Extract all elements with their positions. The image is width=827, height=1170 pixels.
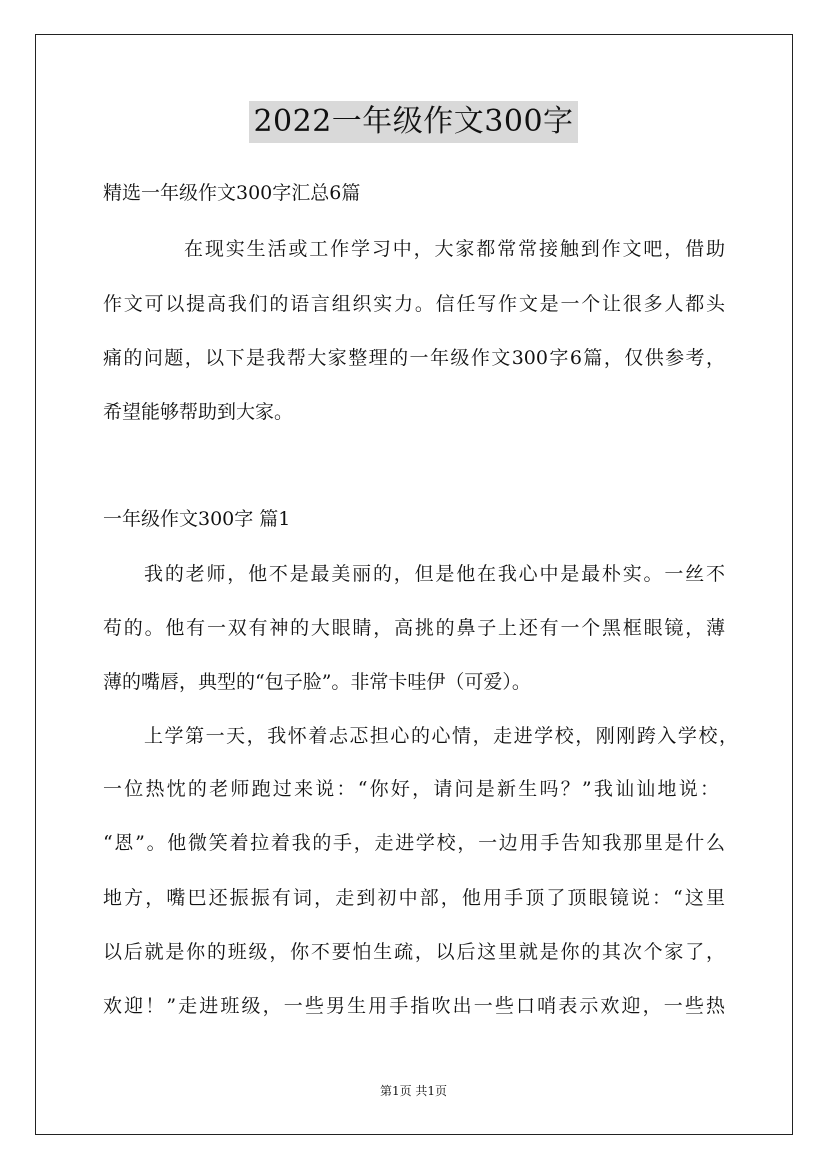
- paragraph1-line-3: 薄的嘴唇，典型的“包子脸”。非常卡哇伊（可爱）。: [103, 671, 531, 693]
- paragraph2-line-5: 以后就是你的班级，你不要怕生疏，以后这里就是你的其次个家了，: [103, 941, 725, 963]
- intro-line-3: 痛的问题，以下是我帮大家整理的一年级作文300字6篇，仅供参考，: [103, 347, 725, 369]
- paragraph1-line-1: 我的老师，他不是最美丽的，但是他在我心中是最朴实。一丝不: [144, 563, 725, 585]
- title-container: [0, 101, 827, 143]
- intro-line-4: 希望能够帮助到大家。: [103, 401, 294, 423]
- paragraph2-line-4: 地方，嘴巴还振振有词，走到初中部，他用手顶了顶眼镜说：“这里: [103, 887, 725, 909]
- page-footer: 第1页 共1页: [379, 1084, 448, 1098]
- paragraph2-line-2: 一位热忱的老师跑过来说：“你好，请问是新生吗？”我讪讪地说：: [103, 778, 719, 800]
- document-title: 2022一年级作文300字: [249, 101, 577, 143]
- paragraph2-line-6: 欢迎！”走进班级，一些男生用手指吹出一些口哨表示欢迎，一些热: [103, 995, 725, 1017]
- section-heading: 一年级作文300字 篇1: [103, 508, 291, 530]
- intro-line-2: 作文可以提高我们的语言组织实力。信任写作文是一个让很多人都头: [103, 293, 725, 315]
- paragraph2-line-3: “恩”。他微笑着拉着我的手，走进学校，一边用手告知我那里是什么: [103, 832, 725, 854]
- intro-line-1: 在现实生活或工作学习中，大家都常常接触到作文吧，借助: [184, 238, 725, 260]
- paragraph1-line-2: 苟的。他有一双有神的大眼睛，高挑的鼻子上还有一个黑框眼镜，薄: [103, 617, 725, 639]
- paragraph2-line-1: 上学第一天，我怀着忐忑担心的心情，走进学校，刚刚跨入学校，: [144, 725, 738, 747]
- document-subtitle: 精选一年级作文300字汇总6篇: [103, 182, 361, 204]
